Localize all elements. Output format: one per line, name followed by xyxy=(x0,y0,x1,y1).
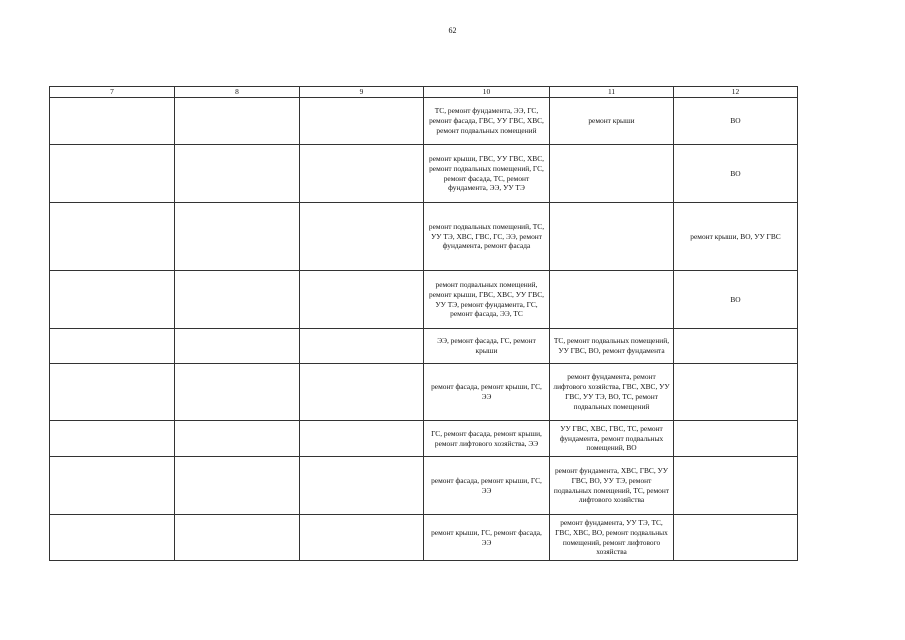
column-header-11: 11 xyxy=(550,87,674,98)
header-row xyxy=(50,87,798,98)
table-row xyxy=(50,457,798,515)
cell-col12 xyxy=(674,515,798,561)
cell-col7 xyxy=(50,421,175,457)
cell-col12 xyxy=(674,421,798,457)
cell-col11: ремонт фундамента, ремонт лифтового хозяйства, ГВС, ХВС, УУ ГВС, УУ ТЭ, ВО, ТС, ремонт подвальных помещений xyxy=(550,364,674,421)
cell-col11: ремонт фундамента, УУ ТЭ, ТС, ГВС, ХВС, ВО, ремонт подвальных помещений, ремонт лифтового хозяйства xyxy=(550,515,674,561)
cell-col12: ВО xyxy=(674,98,798,145)
cell-col7 xyxy=(50,364,175,421)
table-row xyxy=(50,364,798,421)
table-row xyxy=(50,145,798,203)
cell-col7 xyxy=(50,203,175,271)
table-row xyxy=(50,98,798,145)
cell-col10: ремонт фасада, ремонт крыши, ГС, ЭЭ xyxy=(424,364,550,421)
cell-col12 xyxy=(674,329,798,364)
column-header-7: 7 xyxy=(50,87,175,98)
column-header-10: 10 xyxy=(424,87,550,98)
cell-col9 xyxy=(300,457,424,515)
cell-col11 xyxy=(550,203,674,271)
cell-col10: ТС, ремонт фундамента, ЭЭ, ГС, ремонт фасада, ГВС, УУ ГВС, ХВС, ремонт подвальных помещений xyxy=(424,98,550,145)
cell-col8 xyxy=(175,421,300,457)
cell-col7 xyxy=(50,457,175,515)
cell-col10: ремонт подвальных помещений, ремонт крыши, ГВС, ХВС, УУ ГВС, УУ ТЭ, ремонт фундамента, ГС, ремонт фасада, ЭЭ, ТС xyxy=(424,271,550,329)
cell-col10: ЭЭ, ремонт фасада, ГС, ремонт крыши xyxy=(424,329,550,364)
cell-col9 xyxy=(300,271,424,329)
cell-col12: ВО xyxy=(674,271,798,329)
cell-col11: УУ ГВС, ХВС, ГВС, ТС, ремонт фундамента, ремонт подвальных помещений, ВО xyxy=(550,421,674,457)
cell-col12: ремонт крыши, ВО, УУ ГВС xyxy=(674,203,798,271)
cell-col10: ремонт фасада, ремонт крыши, ГС, ЭЭ xyxy=(424,457,550,515)
cell-col8 xyxy=(175,98,300,145)
cell-col11 xyxy=(550,271,674,329)
page-number: 62 xyxy=(448,26,457,35)
cell-col7 xyxy=(50,145,175,203)
cell-col7 xyxy=(50,515,175,561)
cell-col8 xyxy=(175,457,300,515)
cell-col9 xyxy=(300,145,424,203)
cell-col8 xyxy=(175,515,300,561)
table-row xyxy=(50,515,798,561)
cell-col9 xyxy=(300,515,424,561)
column-header-9: 9 xyxy=(300,87,424,98)
table-row xyxy=(50,421,798,457)
cell-col9 xyxy=(300,203,424,271)
cell-col8 xyxy=(175,145,300,203)
cell-col11: ТС, ремонт подвальных помещений, УУ ГВС, ВО, ремонт фундамента xyxy=(550,329,674,364)
works-table xyxy=(49,86,798,561)
cell-col11: ремонт фундамента, ХВС, ГВС, УУ ГВС, ВО, УУ ТЭ, ремонт подвальных помещений, ТС, ремонт лифтового хозяйства xyxy=(550,457,674,515)
cell-col8 xyxy=(175,329,300,364)
cell-col7 xyxy=(50,98,175,145)
cell-col10: ремонт крыши, ГВС, УУ ГВС, ХВС, ремонт подвальных помещений, ГС, ремонт фасада, ТС, ремонт фундамента, ЭЭ, УУ ТЭ xyxy=(424,145,550,203)
table-row xyxy=(50,203,798,271)
cell-col9 xyxy=(300,98,424,145)
table-row xyxy=(50,329,798,364)
cell-col8 xyxy=(175,364,300,421)
cell-col11: ремонт крыши xyxy=(550,98,674,145)
cell-col9 xyxy=(300,364,424,421)
cell-col8 xyxy=(175,203,300,271)
cell-col10: ремонт крыши, ГС, ремонт фасада, ЭЭ xyxy=(424,515,550,561)
cell-col9 xyxy=(300,329,424,364)
column-header-8: 8 xyxy=(175,87,300,98)
table-row xyxy=(50,271,798,329)
cell-col12 xyxy=(674,457,798,515)
cell-col12 xyxy=(674,364,798,421)
cell-col10: ГС, ремонт фасада, ремонт крыши, ремонт лифтового хозяйства, ЭЭ xyxy=(424,421,550,457)
cell-col7 xyxy=(50,329,175,364)
cell-col9 xyxy=(300,421,424,457)
cell-col12: ВО xyxy=(674,145,798,203)
cell-col10: ремонт подвальных помещений, ТС, УУ ТЭ, ХВС, ГВС, ГС, ЭЭ, ремонт фундамента, ремонт фасада xyxy=(424,203,550,271)
cell-col7 xyxy=(50,271,175,329)
cell-col8 xyxy=(175,271,300,329)
cell-col11 xyxy=(550,145,674,203)
column-header-12: 12 xyxy=(674,87,798,98)
